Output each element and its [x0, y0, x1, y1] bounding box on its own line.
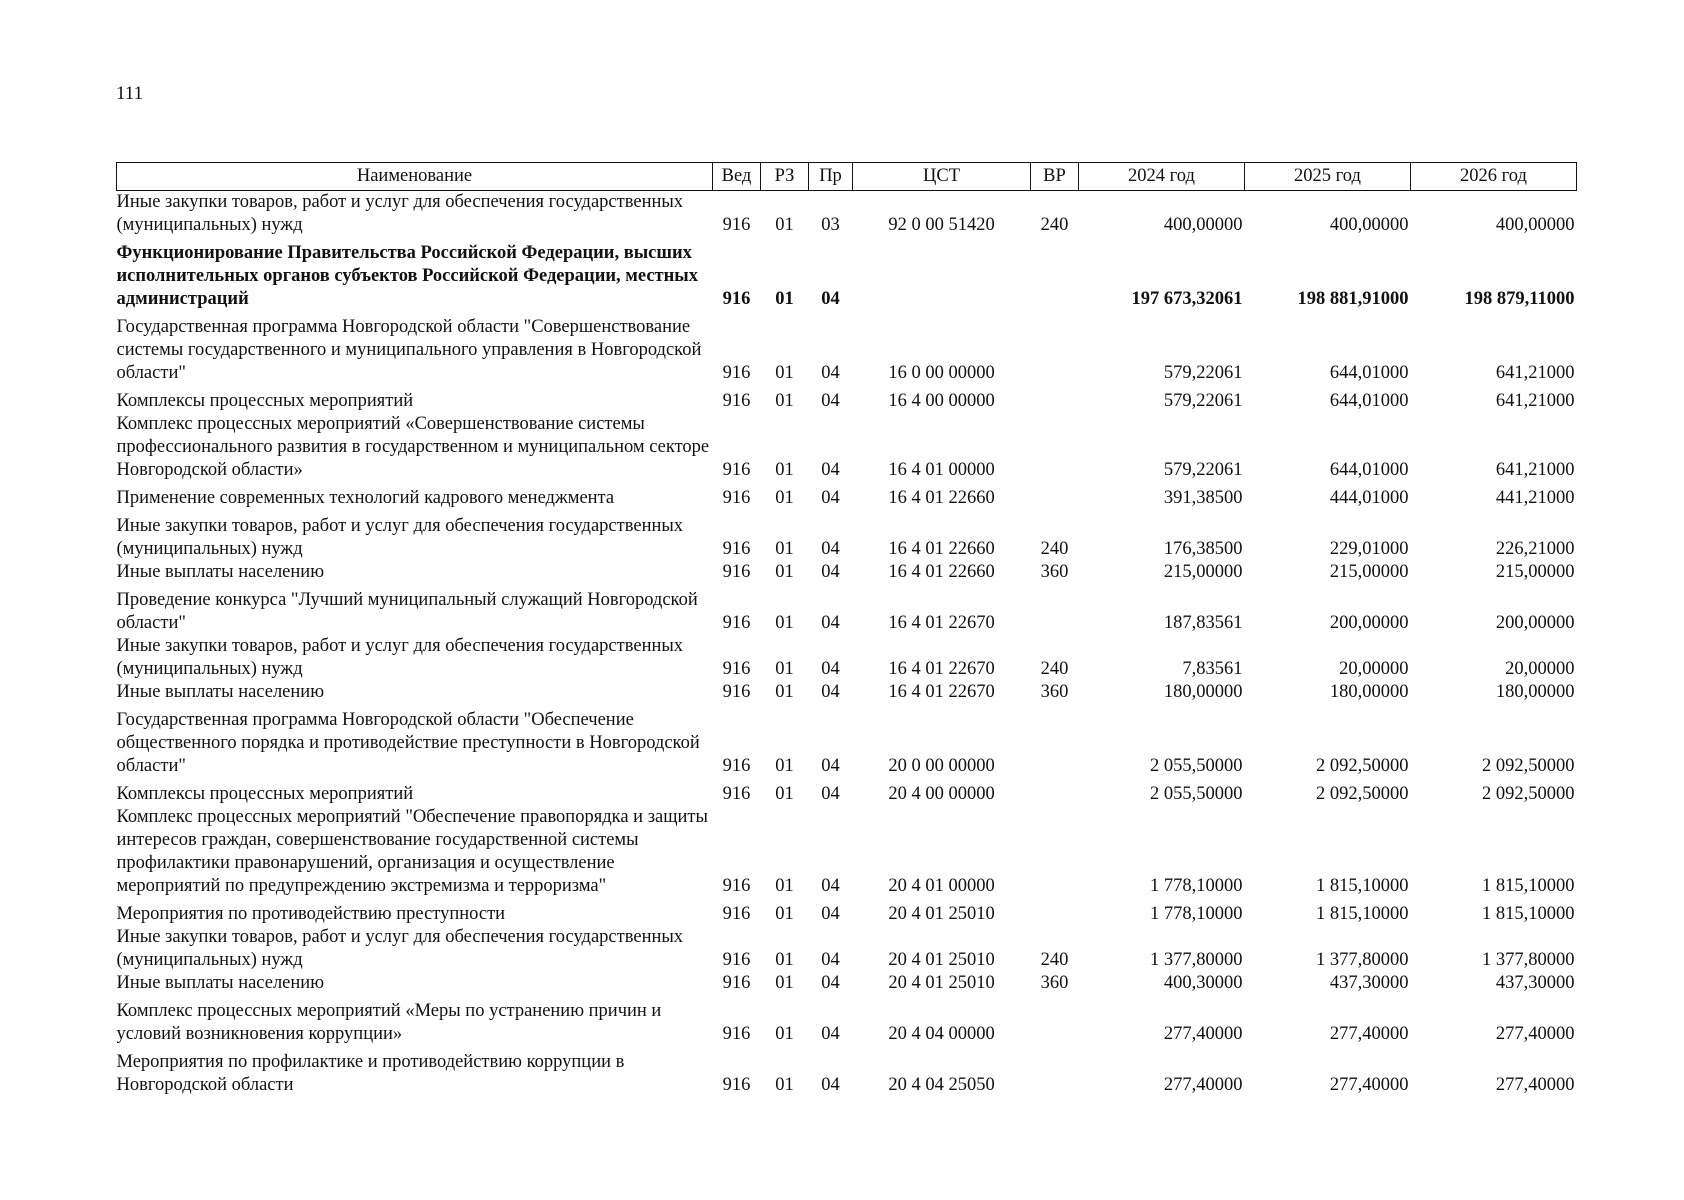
table-row — [117, 413, 1577, 487]
row-vr: 360 — [1040, 682, 1069, 702]
row-2025: 277,40000 — [1329, 1024, 1409, 1044]
row-ved: 916 — [722, 460, 751, 480]
row-pr: 04 — [821, 391, 840, 411]
row-2025: 437,30000 — [1329, 973, 1409, 993]
row-ved: 916 — [722, 613, 751, 633]
row-name: Применение современных технологий кадрового менеджмента — [116, 488, 615, 508]
row-rz: 01 — [775, 756, 794, 776]
row-2024: 2 055,50000 — [1150, 756, 1243, 776]
table-row — [117, 806, 1577, 903]
row-ved: 916 — [722, 363, 751, 383]
row-name: Иные выплаты населению — [116, 562, 325, 582]
row-name: Иные закупки товаров, работ и услуг для обеспечения государственных (муниципальных) нужд — [116, 192, 684, 235]
row-vr — [1031, 413, 1079, 487]
row-name: Иные закупки товаров, работ и услуг для обеспечения государственных (муниципальных) нужд — [116, 636, 684, 679]
row-name: Мероприятия по профилактике и противодействию коррупции в Новгородской области — [116, 1052, 625, 1095]
row-pr: 04 — [821, 363, 840, 383]
row-2026: 441,21000 — [1495, 488, 1575, 508]
header-rz: РЗ — [761, 163, 809, 191]
row-ved: 916 — [722, 876, 751, 896]
row-ved: 916 — [722, 756, 751, 776]
row-vr: 240 — [1040, 659, 1069, 679]
table-row — [117, 242, 1577, 316]
row-ved: 916 — [722, 1024, 751, 1044]
header-vr: ВР — [1031, 163, 1079, 191]
row-cst: 20 0 00 00000 — [888, 756, 995, 776]
row-cst: 20 4 01 25010 — [888, 904, 995, 924]
row-name: Комплекс процессных мероприятий «Меры по устранению причин и условий возникновения коррупции» — [116, 1001, 662, 1044]
row-rz: 01 — [775, 973, 794, 993]
row-2026: 180,00000 — [1495, 682, 1575, 702]
row-2025: 277,40000 — [1329, 1075, 1409, 1095]
table-body — [117, 191, 1577, 1098]
row-vr — [1031, 242, 1079, 316]
row-pr: 04 — [821, 756, 840, 776]
row-rz: 01 — [775, 215, 794, 235]
row-rz: 01 — [775, 682, 794, 702]
row-ved: 916 — [722, 215, 751, 235]
row-2024: 277,40000 — [1163, 1075, 1243, 1095]
row-name: Иные закупки товаров, работ и услуг для обеспечения государственных (муниципальных) нужд — [116, 927, 684, 970]
row-rz: 01 — [775, 1024, 794, 1044]
header-pr: Пр — [809, 163, 853, 191]
row-2025: 20,00000 — [1339, 659, 1409, 679]
header-2024: 2024 год — [1079, 163, 1245, 191]
row-cst: 20 4 00 00000 — [888, 784, 995, 804]
row-vr — [1031, 1000, 1079, 1051]
row-name: Иные выплаты населению — [116, 682, 325, 702]
header-2025: 2025 год — [1245, 163, 1411, 191]
budget-table — [116, 162, 1577, 1097]
row-2026: 641,21000 — [1495, 363, 1575, 383]
row-name: Иные выплаты населению — [116, 973, 325, 993]
table-row — [117, 515, 1577, 561]
row-2024: 187,83561 — [1163, 613, 1243, 633]
row-name: Государственная программа Новгородской области "Совершенствование системы государственного и муниципального управления в Новгородской области" — [116, 317, 702, 383]
page-number: 111 — [116, 83, 144, 104]
row-cst: 16 4 01 22670 — [888, 613, 995, 633]
row-rz: 01 — [775, 539, 794, 559]
row-2024: 1 377,80000 — [1150, 950, 1243, 970]
row-rz: 01 — [775, 876, 794, 896]
row-2024: 180,00000 — [1163, 682, 1243, 702]
table-row — [117, 316, 1577, 390]
table-row — [117, 561, 1577, 589]
row-cst: 16 4 01 22660 — [888, 488, 995, 508]
row-2026: 1 377,80000 — [1482, 950, 1575, 970]
row-2026: 198 879,11000 — [1464, 289, 1575, 309]
row-ved: 916 — [722, 659, 751, 679]
row-2026: 226,21000 — [1495, 539, 1575, 559]
row-2024: 277,40000 — [1163, 1024, 1243, 1044]
row-2026: 400,00000 — [1495, 215, 1575, 235]
header-ved: Вед — [713, 163, 761, 191]
row-cst: 20 4 01 25010 — [888, 950, 995, 970]
row-pr: 04 — [821, 539, 840, 559]
row-vr — [1031, 783, 1079, 806]
row-2026: 277,40000 — [1495, 1075, 1575, 1095]
row-2024: 400,30000 — [1163, 973, 1243, 993]
row-name: Комплекс процессных мероприятий "Обеспечение правопорядка и защиты интересов граждан, совершенствование государственной системы профилактики правонарушений, организация и осуществление мероприятий по предупреждению экстремизма и терроризма" — [116, 807, 708, 896]
row-name: Государственная программа Новгородской области "Обеспечение общественного порядка и противодействие преступности в Новгородской области" — [116, 710, 700, 776]
row-pr: 04 — [821, 784, 840, 804]
row-cst: 16 4 01 22660 — [888, 539, 995, 559]
table-row — [117, 191, 1577, 243]
row-ved: 916 — [722, 488, 751, 508]
row-2025: 180,00000 — [1329, 682, 1409, 702]
row-vr: 240 — [1040, 950, 1069, 970]
row-vr: 240 — [1040, 539, 1069, 559]
row-name: Функционирование Правительства Российской Федерации, высших исполнительных органов субъектов Российской Федерации, местных администраций — [116, 243, 698, 309]
table-row — [117, 635, 1577, 681]
row-2024: 1 778,10000 — [1150, 904, 1243, 924]
row-name: Комплексы процессных мероприятий — [116, 784, 414, 804]
row-2025: 1 377,80000 — [1316, 950, 1409, 970]
row-name: Комплекс процессных мероприятий «Совершенствование системы профессионального развития в государственном и муниципальном секторе Новгородской области» — [116, 414, 710, 480]
row-2024: 391,38500 — [1163, 488, 1243, 508]
row-ved: 916 — [722, 973, 751, 993]
row-2024: 579,22061 — [1163, 363, 1243, 383]
row-cst: 20 4 01 00000 — [888, 876, 995, 896]
row-2026: 437,30000 — [1495, 973, 1575, 993]
row-2024: 7,83561 — [1182, 659, 1243, 679]
row-2024: 1 778,10000 — [1150, 876, 1243, 896]
header-name: Наименование — [117, 163, 713, 191]
row-cst: 20 4 01 25010 — [888, 973, 995, 993]
row-2025: 200,00000 — [1329, 613, 1409, 633]
row-2026: 1 815,10000 — [1482, 876, 1575, 896]
row-rz: 01 — [775, 659, 794, 679]
table-header-row — [117, 163, 1577, 191]
row-2024: 579,22061 — [1163, 460, 1243, 480]
row-vr: 240 — [1040, 215, 1069, 235]
row-2025: 1 815,10000 — [1316, 904, 1409, 924]
row-2025: 1 815,10000 — [1316, 876, 1409, 896]
row-cst: 16 4 00 00000 — [888, 391, 995, 411]
row-2025: 198 881,91000 — [1297, 289, 1409, 309]
row-name: Мероприятия по противодействию преступности — [116, 904, 506, 924]
row-cst: 20 4 04 00000 — [888, 1024, 995, 1044]
row-rz: 01 — [775, 562, 794, 582]
row-vr: 360 — [1040, 562, 1069, 582]
row-vr — [1031, 390, 1079, 413]
row-2024: 400,00000 — [1163, 215, 1243, 235]
row-ved: 916 — [722, 1075, 751, 1095]
row-rz: 01 — [775, 363, 794, 383]
row-cst: 16 4 01 22670 — [888, 659, 995, 679]
row-ved: 916 — [722, 904, 751, 924]
row-pr: 04 — [821, 1024, 840, 1044]
row-2025: 644,01000 — [1329, 391, 1409, 411]
row-cst: 16 4 01 22670 — [888, 682, 995, 702]
table-row — [117, 681, 1577, 709]
row-rz: 01 — [775, 784, 794, 804]
row-pr: 04 — [821, 613, 840, 633]
row-cst — [853, 242, 1031, 316]
row-2025: 644,01000 — [1329, 460, 1409, 480]
row-2025: 2 092,50000 — [1316, 756, 1409, 776]
row-rz: 01 — [775, 1075, 794, 1095]
row-cst: 16 4 01 22660 — [888, 562, 995, 582]
row-2026: 2 092,50000 — [1482, 784, 1575, 804]
row-vr — [1031, 487, 1079, 515]
row-2025: 215,00000 — [1329, 562, 1409, 582]
row-2026: 200,00000 — [1495, 613, 1575, 633]
row-cst: 16 0 00 00000 — [888, 363, 995, 383]
row-2026: 277,40000 — [1495, 1024, 1575, 1044]
row-ved: 916 — [722, 950, 751, 970]
row-pr: 03 — [821, 215, 840, 235]
row-pr: 04 — [821, 488, 840, 508]
row-2026: 1 815,10000 — [1482, 904, 1575, 924]
row-2026: 20,00000 — [1505, 659, 1575, 679]
row-ved: 916 — [722, 391, 751, 411]
row-vr: 360 — [1040, 973, 1069, 993]
row-name: Проведение конкурса "Лучший муниципальный служащий Новгородской области" — [116, 590, 698, 633]
table-row — [117, 926, 1577, 972]
row-vr — [1031, 806, 1079, 903]
table-row — [117, 709, 1577, 783]
row-vr — [1031, 589, 1079, 635]
row-rz: 01 — [775, 289, 794, 309]
table-row — [117, 783, 1577, 806]
row-vr — [1031, 709, 1079, 783]
row-2025: 644,01000 — [1329, 363, 1409, 383]
table-row — [117, 972, 1577, 1000]
row-2025: 400,00000 — [1329, 215, 1409, 235]
table-row — [117, 390, 1577, 413]
row-2024: 197 673,32061 — [1131, 289, 1243, 309]
row-2025: 229,01000 — [1329, 539, 1409, 559]
row-2026: 2 092,50000 — [1482, 756, 1575, 776]
row-cst: 16 4 01 00000 — [888, 460, 995, 480]
row-vr — [1031, 316, 1079, 390]
row-rz: 01 — [775, 904, 794, 924]
table-row — [117, 487, 1577, 515]
row-2024: 215,00000 — [1163, 562, 1243, 582]
row-name: Иные закупки товаров, работ и услуг для обеспечения государственных (муниципальных) нужд — [116, 516, 684, 559]
row-cst: 20 4 04 25050 — [888, 1075, 995, 1095]
row-pr: 04 — [821, 289, 840, 309]
table-row — [117, 1000, 1577, 1051]
row-pr: 04 — [821, 904, 840, 924]
row-ved: 916 — [722, 289, 751, 309]
row-name: Комплексы процессных мероприятий — [116, 391, 414, 411]
row-pr: 04 — [821, 876, 840, 896]
header-2026: 2026 год — [1411, 163, 1577, 191]
table-row — [117, 589, 1577, 635]
row-2024: 176,38500 — [1163, 539, 1243, 559]
row-2026: 641,21000 — [1495, 460, 1575, 480]
row-ved: 916 — [722, 682, 751, 702]
row-pr: 04 — [821, 682, 840, 702]
row-rz: 01 — [775, 613, 794, 633]
row-rz: 01 — [775, 488, 794, 508]
row-cst: 92 0 00 51420 — [888, 215, 995, 235]
row-pr: 04 — [821, 950, 840, 970]
row-2025: 2 092,50000 — [1316, 784, 1409, 804]
row-pr: 04 — [821, 562, 840, 582]
row-2024: 579,22061 — [1163, 391, 1243, 411]
table-row — [117, 903, 1577, 926]
row-rz: 01 — [775, 950, 794, 970]
row-2025: 444,01000 — [1329, 488, 1409, 508]
table-row — [117, 1051, 1577, 1097]
row-rz: 01 — [775, 460, 794, 480]
row-pr: 04 — [821, 1075, 840, 1095]
row-2026: 641,21000 — [1495, 391, 1575, 411]
row-vr — [1031, 1051, 1079, 1097]
row-pr: 04 — [821, 973, 840, 993]
row-pr: 04 — [821, 460, 840, 480]
row-vr — [1031, 903, 1079, 926]
row-ved: 916 — [722, 784, 751, 804]
row-2026: 215,00000 — [1495, 562, 1575, 582]
row-ved: 916 — [722, 562, 751, 582]
header-cst: ЦСТ — [853, 163, 1031, 191]
row-ved: 916 — [722, 539, 751, 559]
row-rz: 01 — [775, 391, 794, 411]
row-2024: 2 055,50000 — [1150, 784, 1243, 804]
row-pr: 04 — [821, 659, 840, 679]
